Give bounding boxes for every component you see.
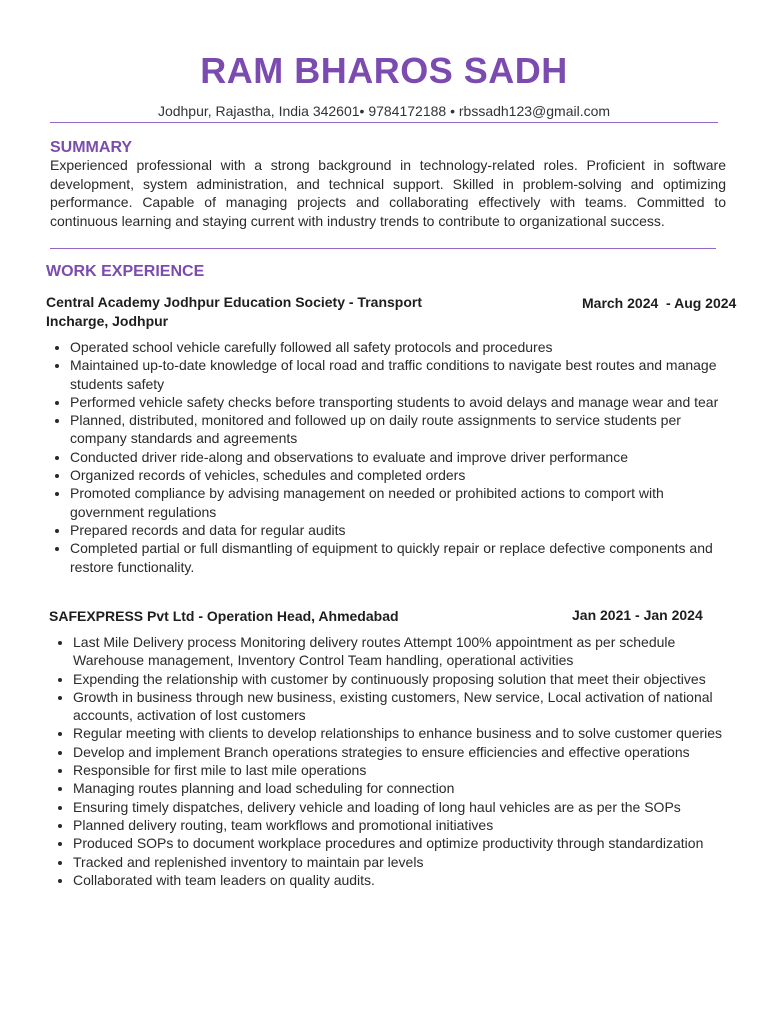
list-item: • Managing routes planning and load scheduling for connection — [73, 779, 741, 797]
summary-text: Experienced professional with a strong background in technology-related roles. Proficient in software development, system administration, and technical support. Skilled in problem-solving and optimizing performance. Capable of managing projects and collaborating effectively with teams. Committed to continuous learning and staying current with industry trends to contribute to organizational success. — [50, 157, 726, 229]
list-item: • Operated school vehicle carefully followed all safety protocols and procedures — [70, 338, 730, 356]
list-item: • Planned, distributed, monitored and followed up on daily route assignments to service students per company standards and agreements — [70, 411, 730, 448]
list-item: • Last Mile Delivery process Monitoring delivery routes Attempt 100% appointment as per schedule Warehouse management, Inventory Control Team handling, operational activities — [73, 633, 741, 670]
job-bullet-list — [46, 338, 730, 576]
list-item: • Ensuring timely dispatches, delivery vehicle and loading of long haul vehicles are as per the SOPs — [73, 798, 741, 816]
list-item: • Maintained up-to-date knowledge of local road and traffic conditions to navigate best routes and manage students safety — [70, 356, 730, 393]
summary-divider — [50, 248, 716, 249]
list-item: • Performed vehicle safety checks before transporting students to avoid delays and manage wear and tear — [70, 393, 730, 411]
list-item: • Responsible for first mile to last mile operations — [73, 761, 741, 779]
job-dates: Jan 2021 - Jan 2024 — [572, 607, 703, 623]
list-item: • Prepared records and data for regular audits — [70, 521, 730, 539]
job-title: SAFEXPRESS Pvt Ltd - Operation Head, Ahmedabad — [49, 608, 399, 624]
job-title: Central Academy Jodhpur Education Society - Transport Incharge, Jodhpur — [46, 294, 422, 329]
work-experience-heading: WORK EXPERIENCE — [46, 263, 205, 280]
list-item: • Produced SOPs to document workplace procedures and optimize productivity through standardization — [73, 834, 741, 852]
job-bullet-list — [49, 633, 741, 889]
list-item: • Promoted compliance by advising management on needed or prohibited actions to comport with government regulations — [70, 484, 730, 521]
job-dates: March 2024 - Aug 2024 — [582, 295, 737, 311]
header-divider — [50, 122, 718, 123]
list-item: • Growth in business through new business, existing customers, New service, Local activation of national accounts, activation of lost customers — [73, 688, 741, 725]
list-item: • Expending the relationship with customer by continuously proposing solution that meet their objectives — [73, 670, 741, 688]
list-item: • Tracked and replenished inventory to maintain par levels — [73, 853, 741, 871]
list-item: • Develop and implement Branch operations strategies to ensure efficiencies and effective operations — [73, 743, 741, 761]
list-item: • Conducted driver ride-along and observations to evaluate and improve driver performance — [70, 448, 730, 466]
contact-line: Jodhpur, Rajastha, India 342601• 9784172188 • rbssadh123@gmail.com — [157, 103, 611, 119]
list-item: • Collaborated with team leaders on quality audits. — [73, 871, 741, 889]
resume-name: RAM BHAROS SADH — [200, 50, 568, 91]
list-item: • Organized records of vehicles, schedules and completed orders — [70, 466, 730, 484]
list-item: • Planned delivery routing, team workflows and promotional initiatives — [73, 816, 741, 834]
list-item: • Regular meeting with clients to develop relationships to enhance business and to solve customer queries — [73, 724, 741, 742]
summary-heading: SUMMARY — [50, 139, 133, 156]
list-item: • Completed partial or full dismantling of equipment to quickly repair or replace defective components and restore functionality. — [70, 539, 730, 576]
